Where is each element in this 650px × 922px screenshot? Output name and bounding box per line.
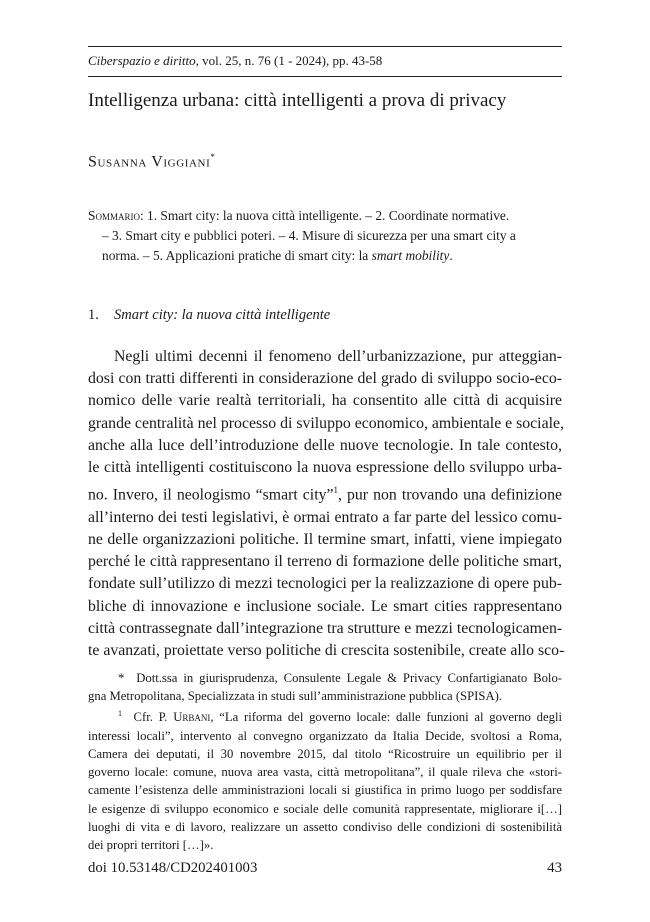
doi: doi 10.53148/CD202401003: [88, 860, 258, 876]
body-line: grande centralità nel processo di sviluppo economico, ambientale e sociale,: [88, 414, 564, 432]
footnotes: [88, 669, 562, 854]
footnote-1-line: $^1$ Cfr. P. Urbani, “La riforma del governo locale: dalle funzioni al governo degli: [118, 709, 562, 725]
journal-name: Ciberspazio e diritto: [88, 53, 196, 68]
summary-line: – 3. Smart city e pubblici poteri. – 4. Misure di sicurezza per una smart city a: [102, 228, 516, 243]
summary-label: Sommario: [88, 208, 140, 223]
summary-line: Sommario: 1. Smart city: la nuova città intelligente. – 2. Coordinate normative.: [88, 208, 510, 223]
footnote-1-line: dei propri territori […]».: [88, 838, 214, 853]
summary-line: norma. – 5. Applicazioni pratiche di smart city: la smart mobility.: [102, 248, 453, 263]
body-line: te avanzati, proiettate verso politiche di crescita sostenibile, create allo sco-: [88, 641, 565, 659]
section-number: 1.: [88, 307, 99, 323]
author-footnote-mark: *: [210, 152, 215, 162]
author-name: Susanna Viggiani: [88, 153, 211, 171]
footnote-1-line: le esigenze di sviluppo economico e sociale delle comunità rappresentate, migliorare i[…]: [88, 801, 562, 816]
footnote-1-author: Urbani: [173, 710, 211, 725]
footnote-star-mark: *: [118, 671, 125, 685]
body-line: anche alla luce dell’introduzione delle nuove tecnologie. In tale contesto,: [88, 436, 562, 454]
section-title: Smart city: la nuova città intelligente: [114, 307, 331, 323]
header-top-rule: [88, 46, 562, 47]
section-heading: [88, 305, 562, 325]
summary-italic: smart mobility: [371, 248, 450, 263]
body-line: bliche di innovazione e inclusione sociale. Le smart cities rappresentano: [88, 597, 562, 615]
header-bottom-rule: [88, 76, 562, 77]
journal-details: , vol. 25, n. 76 (1 - 2024), pp. 43-58: [195, 53, 383, 68]
journal-citation: [88, 52, 562, 70]
body-line: all’interno dei testi legislativi, è ormai entrato a far parte del lessico comu-: [88, 508, 562, 526]
footnote-1-line: Camera dei deputati, il 30 novembre 2015, dal titolo “Ricostruire un equilibrio per il: [88, 747, 562, 762]
body-line: perché le città rappresentano il terreno di formazione delle politiche smart,: [88, 553, 562, 571]
page-number: 43: [547, 860, 562, 876]
footnote-1-line: interessi locali”, intervento al convegno organizzato da Italia Decide, svoltosi a Roma,: [88, 728, 562, 743]
body-line: dosi con tratti differenti in considerazione del grado di sviluppo socio-eco-: [88, 370, 562, 388]
body-line: fondate sull’utilizzo di mezzi tecnologici per la realizzazione di opere pub-: [88, 575, 562, 593]
body-line: no. Invero, il neologismo “smart city”$^1$, pur non trovando una definizione: [88, 485, 562, 504]
author: [88, 147, 215, 172]
body-line: nomico delle varie realtà territoriali, ha consentito alle città di acquisire: [88, 392, 562, 410]
body-line: ne delle organizzazioni politiche. Il termine smart, infatti, viene impiegato: [88, 530, 562, 548]
footnote-star-line: gna Metropolitana, Specializzata in studi sull’amministrazione pubblica (SPISA).: [88, 689, 503, 704]
footnote-star-line: * Dott.ssa in giurisprudenza, Consulente Legale & Privacy Confartigianato Bolo-: [118, 671, 563, 685]
footnote-1-mark: 1: [118, 709, 122, 719]
summary: [88, 206, 562, 266]
body-line: città contrassegnate dall’integrazione tra strutture e mezzi tecnologicamen-: [88, 619, 563, 637]
body-line: le città intelligenti costituiscono la nuova espressione dello sviluppo urba-: [88, 459, 562, 477]
footnote-1-line: camente l’esistenza delle amministrazioni locali si giustifica in primo luogo per soddisfare: [88, 783, 562, 798]
body-line: Negli ultimi decenni il fenomeno dell’urbanizzazione, pur atteggian-: [114, 348, 562, 365]
article-title: Intelligenza urbana: città intelligenti a prova di privacy: [88, 90, 507, 111]
footnote-ref[interactable]: 1: [333, 485, 338, 496]
body-text: [88, 346, 565, 662]
footnote-1-line: governo locale: comune, nuova area vasta, città metropolitana”, il quale rileva che «stori-: [88, 765, 562, 780]
footnote-1-line: luoghi di vita e di lavoro, realizzare un assetto condiviso delle condizioni di sostenibilità: [88, 819, 562, 834]
